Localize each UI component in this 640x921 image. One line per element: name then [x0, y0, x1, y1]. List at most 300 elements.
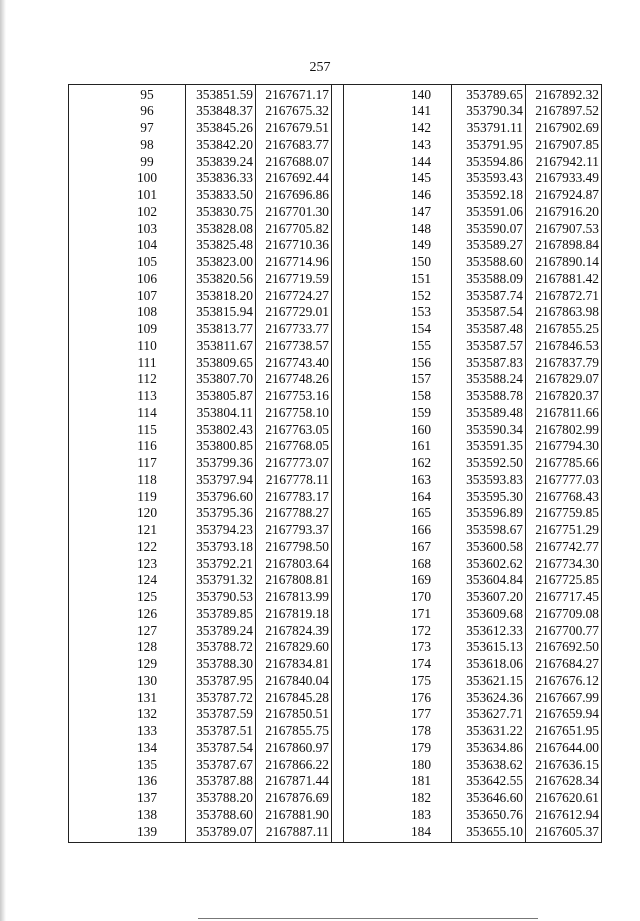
y-coordinate-cell: 2167743.40: [265, 354, 329, 370]
x-coordinate-cell: 353839.24: [196, 153, 253, 169]
y-coordinate-cell: 2167748.26: [265, 371, 329, 387]
table-row: [391, 471, 601, 488]
y-coordinate-cell: 2167729.01: [265, 304, 329, 320]
y-coordinate-cell: 2167753.16: [265, 388, 329, 404]
x-coordinate-cell: 353787.67: [196, 756, 253, 772]
point-number-cell: 128: [136, 639, 158, 655]
y-coordinate-cell: 2167837.79: [535, 354, 599, 370]
table-row: [391, 790, 601, 807]
x-coordinate-cell: 353799.36: [196, 455, 253, 471]
table-row: [109, 589, 333, 606]
x-coordinate-cell: 353820.56: [196, 270, 253, 286]
x-coordinate-cell: 353596.89: [466, 505, 523, 521]
x-coordinate-cell: 353789.24: [196, 622, 253, 638]
y-coordinate-cell: 2167824.39: [265, 622, 329, 638]
x-coordinate-cell: 353638.62: [466, 756, 523, 772]
x-coordinate-cell: 353848.37: [196, 103, 253, 119]
y-coordinate-cell: 2167820.37: [535, 388, 599, 404]
point-number-cell: 109: [136, 321, 158, 337]
point-number-cell: 160: [410, 421, 432, 437]
point-number-cell: 162: [410, 455, 432, 471]
point-number-cell: 108: [136, 304, 158, 320]
table-row: [391, 689, 601, 706]
y-coordinate-cell: 2167651.95: [535, 723, 599, 739]
y-coordinate-cell: 2167876.69: [265, 790, 329, 806]
table-row: [391, 304, 601, 321]
table-row: [391, 756, 601, 773]
y-coordinate-cell: 2167778.11: [265, 471, 329, 487]
point-number-cell: 158: [410, 388, 432, 404]
table-row: [391, 605, 601, 622]
table-row: [391, 136, 601, 153]
table-row: [109, 555, 333, 572]
point-number-cell: 167: [410, 538, 432, 554]
table-row: [391, 488, 601, 505]
table-row: [109, 153, 333, 170]
x-coordinate-cell: 353804.11: [196, 404, 253, 420]
table-row: [391, 388, 601, 405]
point-number-cell: 156: [410, 354, 432, 370]
table-row: [109, 739, 333, 756]
x-coordinate-cell: 353621.15: [466, 672, 523, 688]
y-coordinate-cell: 2167788.27: [265, 505, 329, 521]
point-number-cell: 137: [136, 790, 158, 806]
table-row: [391, 505, 601, 522]
table-row: [391, 656, 601, 673]
point-number-cell: 106: [136, 270, 158, 286]
x-coordinate-cell: 353787.88: [196, 773, 253, 789]
y-coordinate-cell: 2167692.50: [535, 639, 599, 655]
y-coordinate-cell: 2167829.60: [265, 639, 329, 655]
table-row: [109, 354, 333, 371]
x-coordinate-cell: 353618.06: [466, 656, 523, 672]
x-coordinate-cell: 353591.06: [466, 203, 523, 219]
point-number-cell: 116: [137, 438, 157, 454]
table-row: [109, 120, 333, 137]
y-coordinate-cell: 2167719.59: [265, 270, 329, 286]
table-row: [109, 254, 333, 271]
right-coordinate-block: [391, 86, 601, 840]
x-coordinate-cell: 353592.18: [466, 187, 523, 203]
point-number-cell: 127: [136, 622, 158, 638]
y-coordinate-cell: 2167724.27: [265, 287, 329, 303]
y-coordinate-cell: 2167881.42: [535, 270, 599, 286]
point-number-cell: 131: [136, 689, 158, 705]
point-number-cell: 182: [410, 790, 432, 806]
x-coordinate-cell: 353788.20: [196, 790, 253, 806]
x-coordinate-cell: 353627.71: [466, 706, 523, 722]
point-number-cell: 155: [410, 337, 432, 353]
table-row: [109, 170, 333, 187]
table-row: [109, 773, 333, 790]
y-coordinate-cell: 2167701.30: [265, 203, 329, 219]
table-row: [109, 187, 333, 204]
x-coordinate-cell: 353787.59: [196, 706, 253, 722]
point-number-cell: 169: [410, 572, 432, 588]
x-coordinate-cell: 353828.08: [196, 220, 253, 236]
point-number-cell: 103: [136, 220, 158, 236]
point-number-cell: 148: [410, 220, 432, 236]
point-number-cell: 164: [410, 488, 432, 504]
y-coordinate-cell: 2167897.52: [535, 103, 599, 119]
x-coordinate-cell: 353791.11: [466, 120, 523, 136]
point-number-cell: 140: [410, 86, 432, 102]
x-coordinate-cell: 353590.07: [466, 220, 523, 236]
x-coordinate-cell: 353634.86: [466, 739, 523, 755]
y-coordinate-cell: 2167683.77: [265, 136, 329, 152]
y-coordinate-cell: 2167679.51: [265, 120, 329, 136]
table-row: [391, 337, 601, 354]
y-coordinate-cell: 2167785.66: [535, 455, 599, 471]
x-coordinate-cell: 353842.20: [196, 136, 253, 152]
table-row: [391, 421, 601, 438]
point-number-cell: 118: [137, 471, 157, 487]
point-number-cell: 133: [136, 723, 158, 739]
x-coordinate-cell: 353791.95: [466, 136, 523, 152]
y-coordinate-cell: 2167892.32: [535, 86, 599, 102]
y-coordinate-cell: 2167688.07: [265, 153, 329, 169]
point-number-cell: 181: [410, 773, 432, 789]
y-coordinate-cell: 2167725.85: [535, 572, 599, 588]
point-number-cell: 165: [410, 505, 432, 521]
point-number-cell: 146: [410, 187, 432, 203]
y-coordinate-cell: 2167700.77: [535, 622, 599, 638]
y-coordinate-cell: 2167872.71: [535, 287, 599, 303]
table-row: [109, 270, 333, 287]
table-row: [109, 421, 333, 438]
y-coordinate-cell: 2167751.29: [535, 522, 599, 538]
x-coordinate-cell: 353600.58: [466, 538, 523, 554]
x-coordinate-cell: 353642.55: [466, 773, 523, 789]
y-coordinate-cell: 2167813.99: [265, 589, 329, 605]
table-row: [391, 153, 601, 170]
x-coordinate-cell: 353631.22: [466, 723, 523, 739]
table-row: [109, 723, 333, 740]
x-coordinate-cell: 353588.24: [466, 371, 523, 387]
y-coordinate-cell: 2167933.49: [535, 170, 599, 186]
y-coordinate-cell: 2167871.44: [265, 773, 329, 789]
x-coordinate-cell: 353789.65: [466, 86, 523, 102]
x-coordinate-cell: 353789.85: [196, 605, 253, 621]
table-row: [391, 723, 601, 740]
x-coordinate-cell: 353794.23: [196, 522, 253, 538]
x-coordinate-cell: 353587.54: [466, 304, 523, 320]
x-coordinate-cell: 353591.35: [466, 438, 523, 454]
table-row: [391, 287, 601, 304]
point-number-cell: 157: [410, 371, 432, 387]
y-coordinate-cell: 2167850.51: [265, 706, 329, 722]
point-number-cell: 97: [140, 120, 154, 136]
y-coordinate-cell: 2167863.98: [535, 304, 599, 320]
table-row: [391, 203, 601, 220]
x-coordinate-cell: 353589.48: [466, 404, 523, 420]
x-coordinate-cell: 353788.30: [196, 656, 253, 672]
table-row: [391, 672, 601, 689]
table-row: [109, 321, 333, 338]
x-coordinate-cell: 353615.13: [466, 639, 523, 655]
y-coordinate-cell: 2167714.96: [265, 254, 329, 270]
y-coordinate-cell: 2167834.81: [265, 656, 329, 672]
point-number-cell: 122: [136, 538, 158, 554]
point-number-cell: 110: [137, 337, 157, 353]
point-number-cell: 161: [410, 438, 432, 454]
table-row: [109, 505, 333, 522]
x-coordinate-cell: 353813.77: [196, 321, 253, 337]
y-coordinate-cell: 2167855.25: [535, 321, 599, 337]
y-coordinate-cell: 2167671.17: [265, 86, 329, 102]
table-row: [391, 622, 601, 639]
y-coordinate-cell: 2167811.66: [535, 404, 599, 420]
coordinates-table: [68, 84, 602, 843]
table-row: [109, 522, 333, 539]
point-number-cell: 105: [136, 254, 158, 270]
point-number-cell: 102: [136, 203, 158, 219]
y-coordinate-cell: 2167942.11: [535, 153, 599, 169]
x-coordinate-cell: 353830.75: [196, 203, 253, 219]
point-number-cell: 125: [136, 589, 158, 605]
point-number-cell: 184: [410, 823, 432, 839]
y-coordinate-cell: 2167768.43: [535, 488, 599, 504]
table-row: [109, 304, 333, 321]
table-row: [109, 689, 333, 706]
x-coordinate-cell: 353604.84: [466, 572, 523, 588]
x-coordinate-cell: 353655.10: [466, 823, 523, 839]
x-coordinate-cell: 353833.50: [196, 187, 253, 203]
page-number: 257: [309, 60, 331, 75]
point-number-cell: 101: [136, 187, 158, 203]
table-row: [109, 136, 333, 153]
x-coordinate-cell: 353788.72: [196, 639, 253, 655]
point-number-cell: 145: [410, 170, 432, 186]
y-coordinate-cell: 2167768.05: [265, 438, 329, 454]
y-coordinate-cell: 2167794.30: [535, 438, 599, 454]
point-number-cell: 150: [410, 254, 432, 270]
point-number-cell: 113: [137, 388, 157, 404]
y-coordinate-cell: 2167845.28: [265, 689, 329, 705]
y-coordinate-cell: 2167710.36: [265, 237, 329, 253]
point-number-cell: 144: [410, 153, 432, 169]
y-coordinate-cell: 2167628.34: [535, 773, 599, 789]
table-row: [109, 438, 333, 455]
y-coordinate-cell: 2167705.82: [265, 220, 329, 236]
x-coordinate-cell: 353796.60: [196, 488, 253, 504]
x-coordinate-cell: 353587.83: [466, 354, 523, 370]
x-coordinate-cell: 353612.33: [466, 622, 523, 638]
x-coordinate-cell: 353791.32: [196, 572, 253, 588]
x-coordinate-cell: 353589.27: [466, 237, 523, 253]
table-row: [109, 672, 333, 689]
y-coordinate-cell: 2167907.85: [535, 136, 599, 152]
y-coordinate-cell: 2167675.32: [265, 103, 329, 119]
y-coordinate-cell: 2167803.64: [265, 555, 329, 571]
x-coordinate-cell: 353802.43: [196, 421, 253, 437]
table-row: [109, 806, 333, 823]
table-row: [391, 773, 601, 790]
x-coordinate-cell: 353593.43: [466, 170, 523, 186]
table-row: [109, 371, 333, 388]
point-number-cell: 178: [410, 723, 432, 739]
point-number-cell: 183: [410, 806, 432, 822]
table-row: [109, 622, 333, 639]
x-coordinate-cell: 353587.74: [466, 287, 523, 303]
y-coordinate-cell: 2167612.94: [535, 806, 599, 822]
table-row: [391, 354, 601, 371]
point-number-cell: 149: [410, 237, 432, 253]
point-number-cell: 163: [410, 471, 432, 487]
y-coordinate-cell: 2167916.20: [535, 203, 599, 219]
table-row: [109, 790, 333, 807]
x-coordinate-cell: 353609.68: [466, 605, 523, 621]
y-coordinate-cell: 2167924.87: [535, 187, 599, 203]
x-coordinate-cell: 353646.60: [466, 790, 523, 806]
y-coordinate-cell: 2167829.07: [535, 371, 599, 387]
point-number-cell: 173: [410, 639, 432, 655]
y-coordinate-cell: 2167846.53: [535, 337, 599, 353]
point-number-cell: 170: [410, 589, 432, 605]
y-coordinate-cell: 2167777.03: [535, 471, 599, 487]
table-row: [109, 639, 333, 656]
point-number-cell: 124: [136, 572, 158, 588]
table-row: [109, 237, 333, 254]
table-row: [109, 706, 333, 723]
table-row: [391, 86, 601, 103]
table-row: [109, 538, 333, 555]
table-row: [109, 455, 333, 472]
x-coordinate-cell: 353598.67: [466, 522, 523, 538]
x-coordinate-cell: 353787.72: [196, 689, 253, 705]
point-number-cell: 154: [410, 321, 432, 337]
point-number-cell: 171: [410, 605, 432, 621]
y-coordinate-cell: 2167798.50: [265, 538, 329, 554]
y-coordinate-cell: 2167742.77: [535, 538, 599, 554]
y-coordinate-cell: 2167696.86: [265, 187, 329, 203]
table-row: [391, 254, 601, 271]
y-coordinate-cell: 2167758.10: [265, 404, 329, 420]
point-number-cell: 114: [137, 404, 157, 420]
table-row: [391, 404, 601, 421]
y-coordinate-cell: 2167644.00: [535, 739, 599, 755]
x-coordinate-cell: 353845.26: [196, 120, 253, 136]
table-row: [391, 522, 601, 539]
table-row: [391, 220, 601, 237]
point-number-cell: 98: [140, 136, 154, 152]
y-coordinate-cell: 2167793.37: [265, 522, 329, 538]
x-coordinate-cell: 353607.20: [466, 589, 523, 605]
point-number-cell: 180: [410, 756, 432, 772]
point-number-cell: 111: [137, 354, 157, 370]
x-coordinate-cell: 353793.18: [196, 538, 253, 554]
point-number-cell: 115: [137, 421, 157, 437]
scan-edge-shadow: [0, 0, 6, 921]
scan-bottom-line: [198, 918, 538, 919]
x-coordinate-cell: 353593.83: [466, 471, 523, 487]
x-coordinate-cell: 353790.53: [196, 589, 253, 605]
x-coordinate-cell: 353788.60: [196, 806, 253, 822]
point-number-cell: 168: [410, 555, 432, 571]
column-rule: [343, 85, 344, 842]
point-number-cell: 176: [410, 689, 432, 705]
x-coordinate-cell: 353789.07: [196, 823, 253, 839]
point-number-cell: 172: [410, 622, 432, 638]
table-row: [391, 187, 601, 204]
y-coordinate-cell: 2167773.07: [265, 455, 329, 471]
table-row: [109, 488, 333, 505]
x-coordinate-cell: 353807.70: [196, 371, 253, 387]
point-number-cell: 121: [136, 522, 158, 538]
y-coordinate-cell: 2167763.05: [265, 421, 329, 437]
point-number-cell: 143: [410, 136, 432, 152]
table-row: [391, 103, 601, 120]
x-coordinate-cell: 353624.36: [466, 689, 523, 705]
x-coordinate-cell: 353809.65: [196, 354, 253, 370]
table-row: [391, 120, 601, 137]
x-coordinate-cell: 353587.48: [466, 321, 523, 337]
table-row: [109, 656, 333, 673]
point-number-cell: 134: [136, 739, 158, 755]
table-row: [109, 756, 333, 773]
table-row: [391, 706, 601, 723]
x-coordinate-cell: 353795.36: [196, 505, 253, 521]
x-coordinate-cell: 353787.95: [196, 672, 253, 688]
y-coordinate-cell: 2167692.44: [265, 170, 329, 186]
x-coordinate-cell: 353602.62: [466, 555, 523, 571]
point-number-cell: 159: [410, 404, 432, 420]
x-coordinate-cell: 353805.87: [196, 388, 253, 404]
left-coordinate-block: [109, 86, 333, 840]
y-coordinate-cell: 2167887.11: [265, 823, 329, 839]
point-number-cell: 96: [140, 103, 154, 119]
y-coordinate-cell: 2167659.94: [535, 706, 599, 722]
point-number-cell: 126: [136, 605, 158, 621]
table-row: [391, 589, 601, 606]
y-coordinate-cell: 2167684.27: [535, 656, 599, 672]
table-row: [391, 639, 601, 656]
point-number-cell: 104: [136, 237, 158, 253]
table-row: [109, 337, 333, 354]
y-coordinate-cell: 2167881.90: [265, 806, 329, 822]
point-number-cell: 132: [136, 706, 158, 722]
point-number-cell: 152: [410, 287, 432, 303]
point-number-cell: 130: [136, 672, 158, 688]
table-row: [109, 572, 333, 589]
x-coordinate-cell: 353836.33: [196, 170, 253, 186]
point-number-cell: 107: [136, 287, 158, 303]
point-number-cell: 138: [136, 806, 158, 822]
y-coordinate-cell: 2167808.81: [265, 572, 329, 588]
table-row: [109, 103, 333, 120]
table-row: [109, 605, 333, 622]
x-coordinate-cell: 353650.76: [466, 806, 523, 822]
table-row: [109, 86, 333, 103]
x-coordinate-cell: 353818.20: [196, 287, 253, 303]
x-coordinate-cell: 353587.57: [466, 337, 523, 353]
y-coordinate-cell: 2167819.18: [265, 605, 329, 621]
y-coordinate-cell: 2167738.57: [265, 337, 329, 353]
table-row: [391, 170, 601, 187]
table-row: [391, 806, 601, 823]
point-number-cell: 151: [410, 270, 432, 286]
y-coordinate-cell: 2167802.99: [535, 421, 599, 437]
y-coordinate-cell: 2167860.97: [265, 739, 329, 755]
point-number-cell: 119: [137, 488, 157, 504]
point-number-cell: 95: [140, 86, 154, 102]
point-number-cell: 123: [136, 555, 158, 571]
point-number-cell: 112: [137, 371, 157, 387]
table-row: [109, 388, 333, 405]
table-row: [391, 438, 601, 455]
x-coordinate-cell: 353588.60: [466, 254, 523, 270]
x-coordinate-cell: 353811.67: [196, 337, 253, 353]
